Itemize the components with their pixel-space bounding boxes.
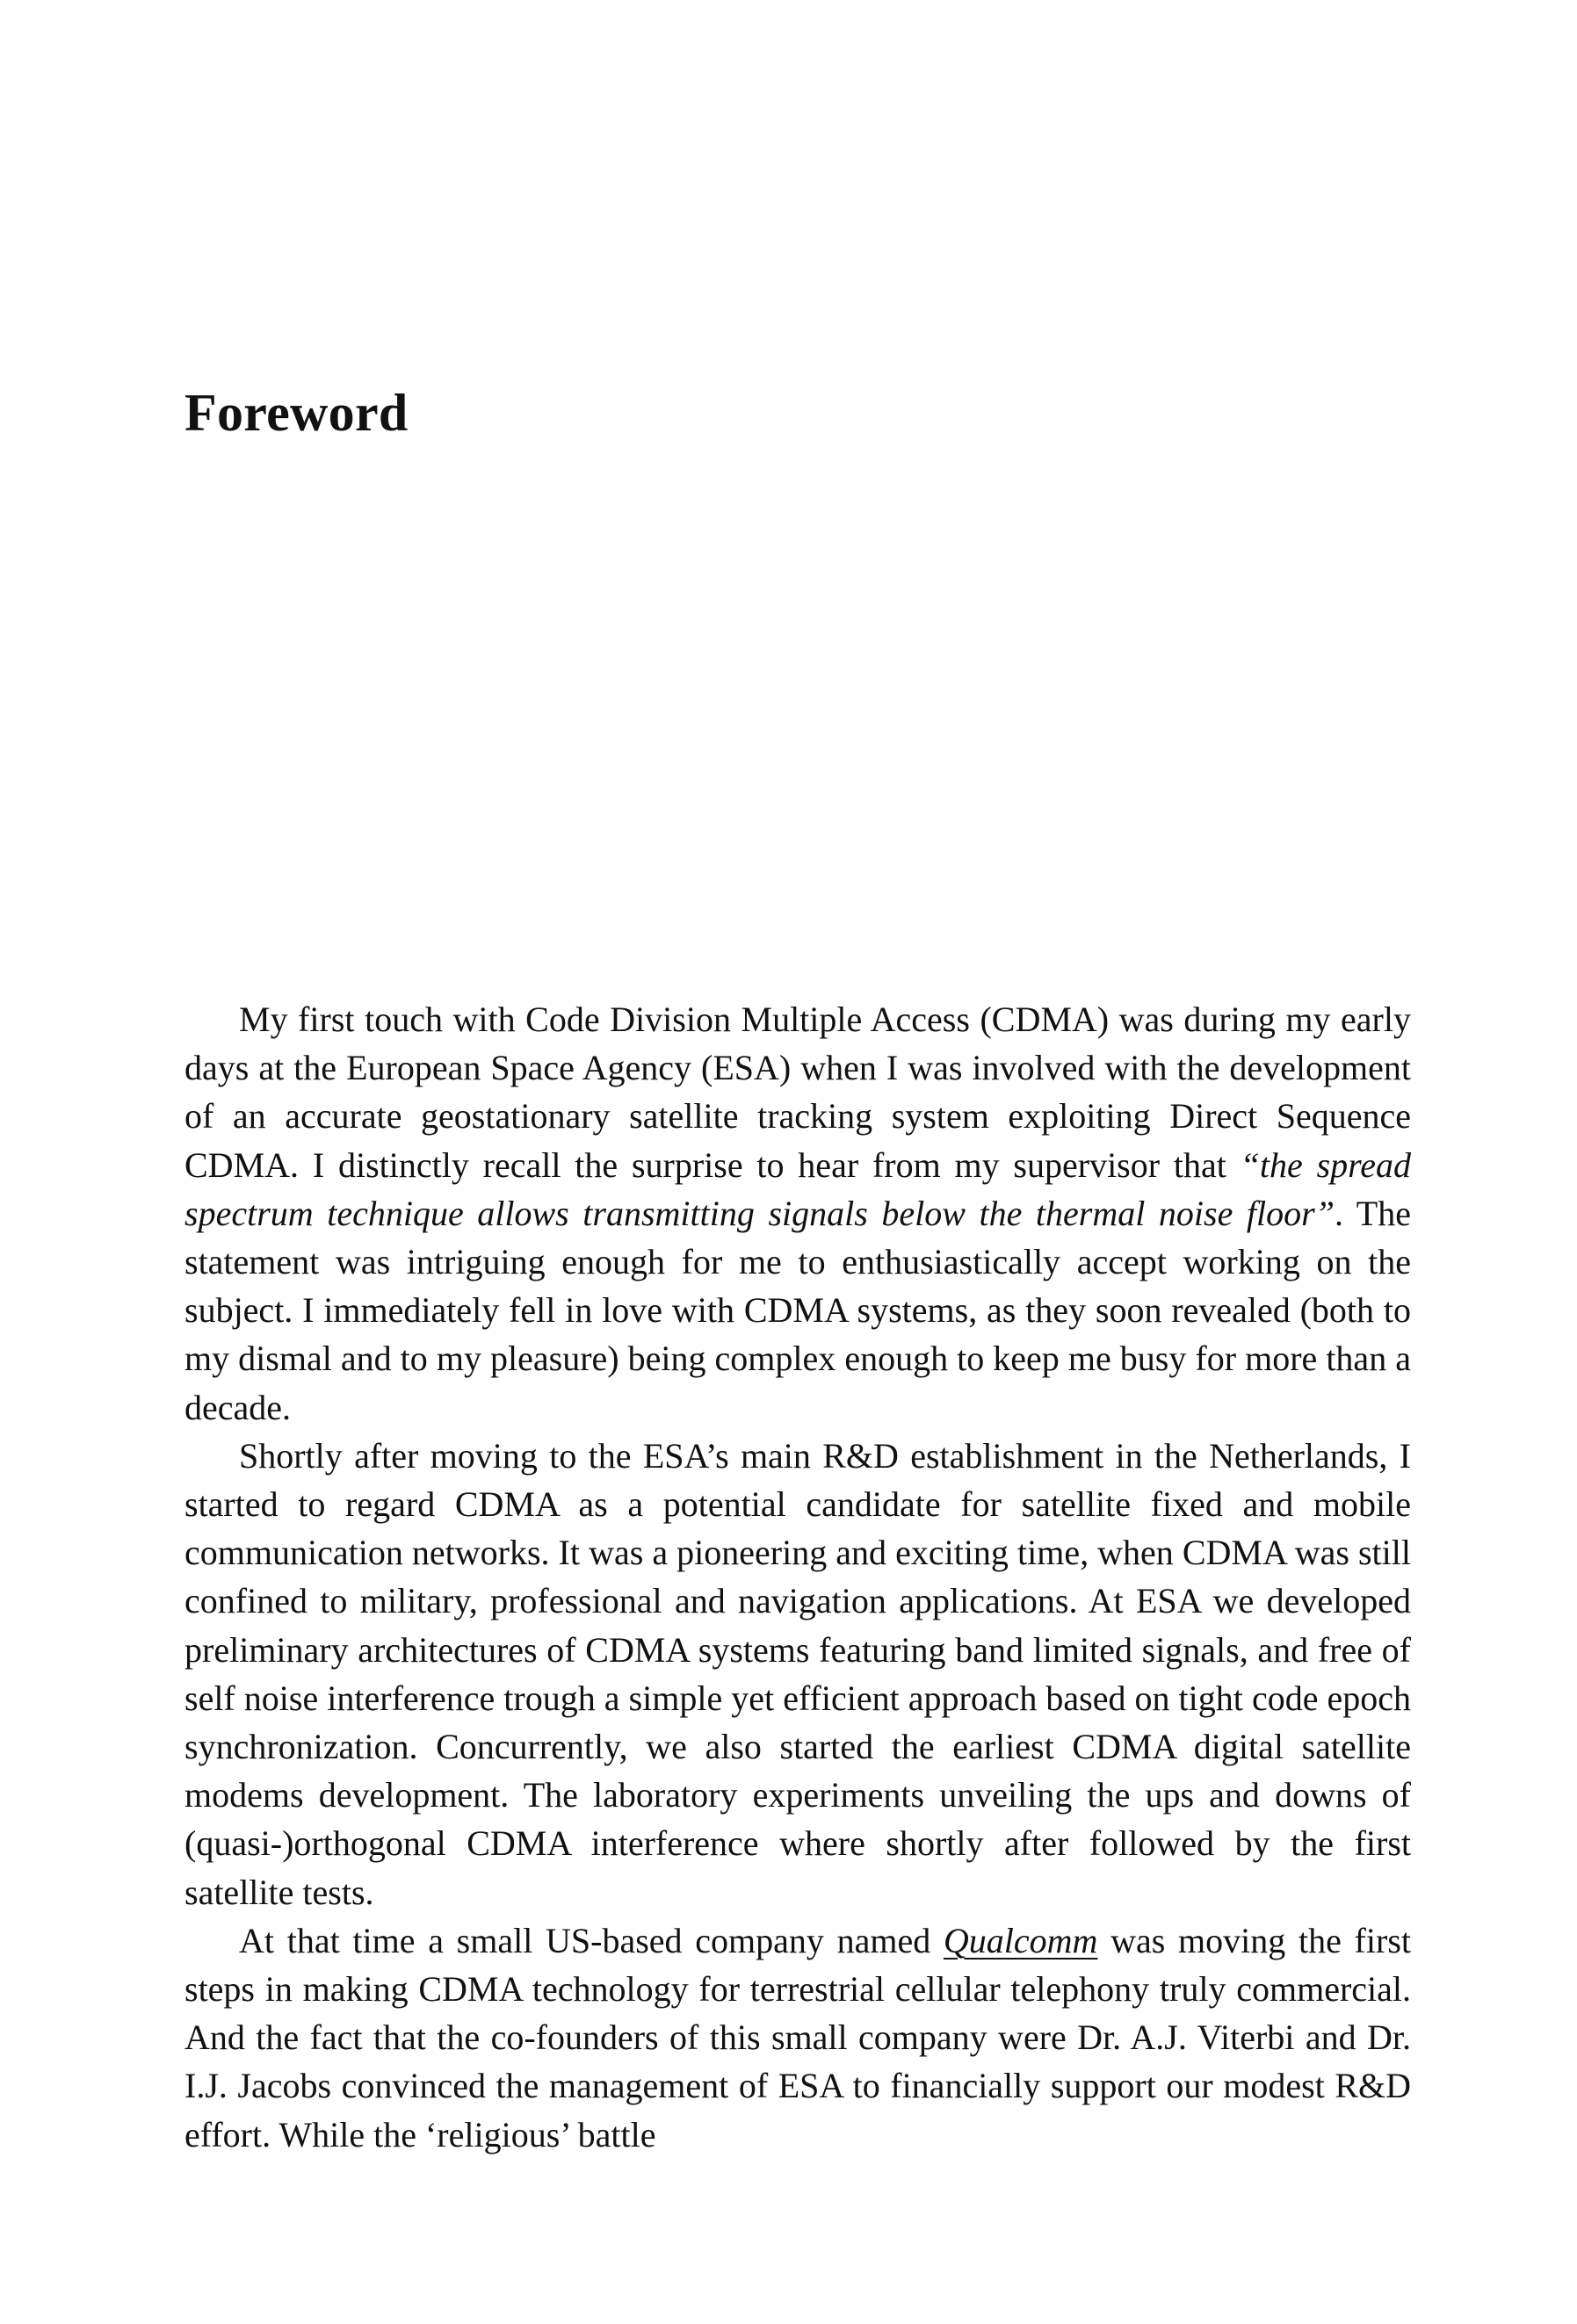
paragraph-1-text-start: My first touch with Code Division Multiple Access (CDMA) was during my early days at the European Space Agency (ESA) when I was involved with the development of an accurate geostationary satellite tracking system exploiting Direct Sequence CDMA. I distinctly recall the surprise to hear from my supervisor that xyxy=(184,1000,1411,1185)
paragraph-3-text-end: was moving the first steps in making CDMA technology for terrestrial cellular telephony truly commercial. And the fact that the co-founders of this small company were Dr. A.J. Viterbi and Dr. I.J. Jacobs convinced the management of ESA to financially support our modest R&D effort. While the ‘religious’ battle xyxy=(184,1920,1411,2154)
paragraph-3 xyxy=(184,1916,1411,2159)
paragraph-2: Shortly after moving to the ESA’s main R&D establishment in the Netherlands, I started to regard CDMA as a potential candidate for satellite fixed and mobile communication networks. It was a pioneering and exciting time, when CDMA was still confined to military, professional and navigation applications. At ESA we developed preliminary architectures of CDMA systems featuring band limited signals, and free of self noise interference trough a simple yet efficient approach based on tight code epoch synchronization. Concurrently, we also started the earliest CDMA digital satellite modems development. The laboratory experiments unveiling the ups and downs of (quasi-)orthogonal CDMA interference where shortly after followed by the first satellite tests. xyxy=(184,1435,1411,1912)
paragraph-1 xyxy=(184,995,1411,1432)
paragraph-3-text-start: At that time a small US-based company named xyxy=(239,1920,944,1960)
chapter-title: Foreword xyxy=(184,384,409,442)
supervisor-quote: “the spread spectrum technique allows transmitting signals below the thermal noise floor” xyxy=(184,1144,1411,1233)
company-name: Qualcomm xyxy=(943,1920,1098,1960)
foreword-body xyxy=(184,995,1411,2159)
paragraph-1-text-end: . The statement was intriguing enough for me to enthusiastically accept working on the subject. I immediately fell in love with CDMA systems, as they soon revealed (both to my dismal and to my pleasure) being complex enough to keep me busy for more than a decade. xyxy=(184,1193,1411,1427)
